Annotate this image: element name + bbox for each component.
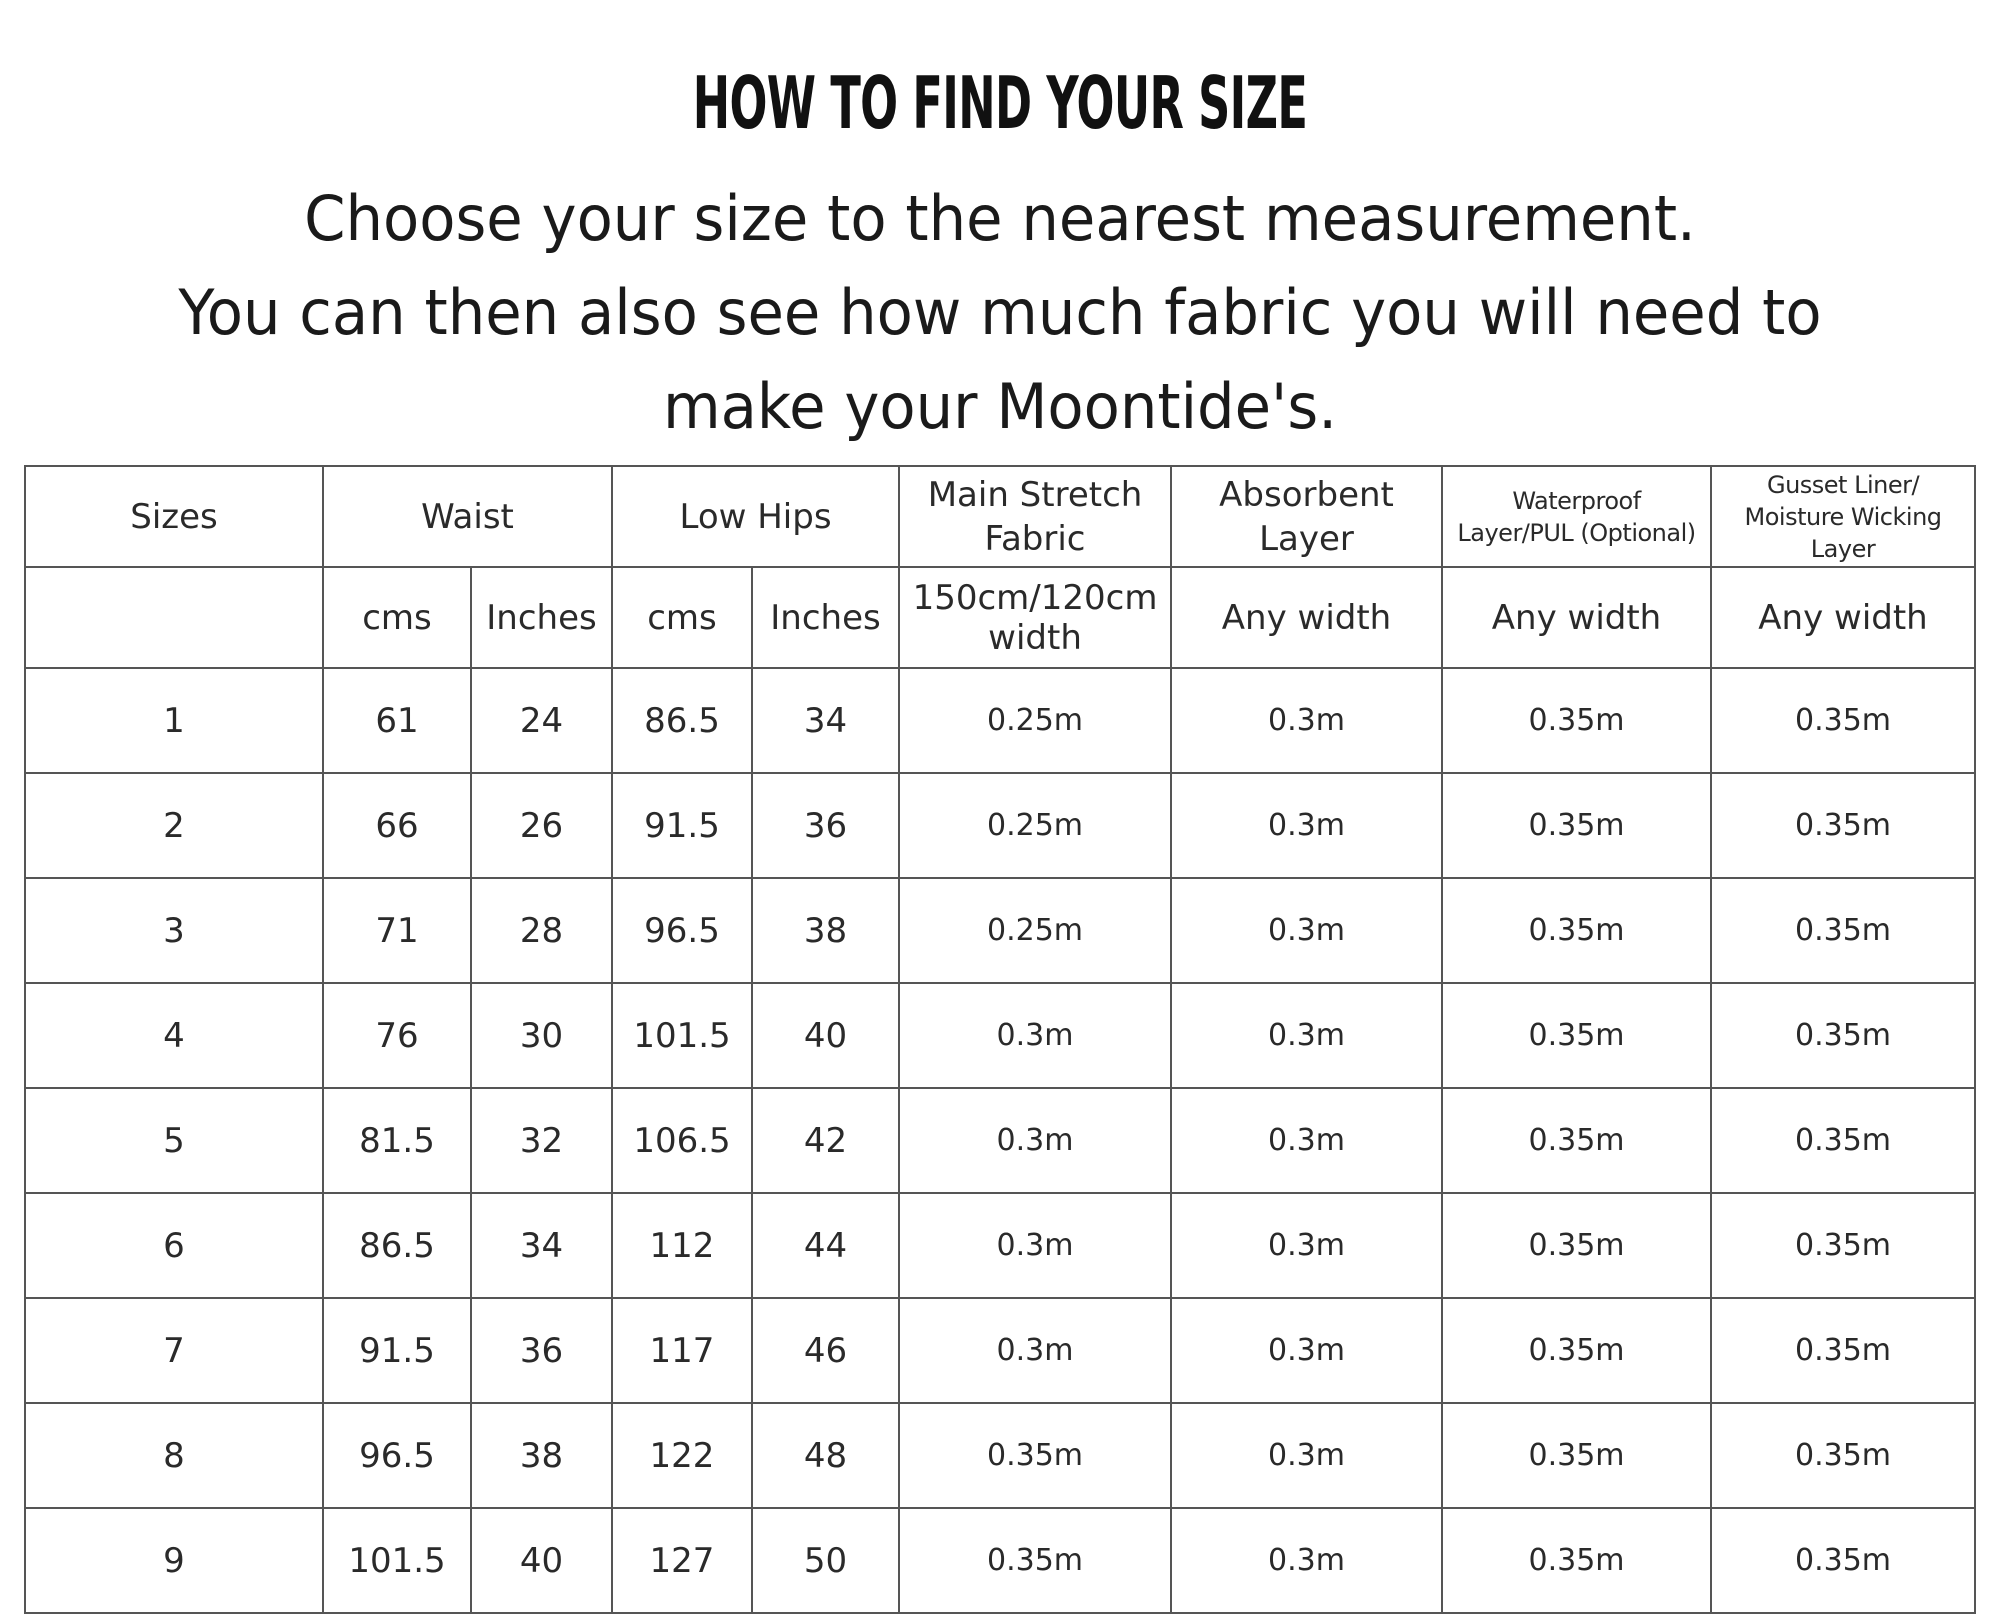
subheader-empty bbox=[25, 567, 323, 668]
cell-waist-inches: 26 bbox=[471, 773, 612, 878]
cell-size: 8 bbox=[25, 1403, 323, 1508]
cell-hips-inches: 36 bbox=[752, 773, 899, 878]
table-body bbox=[25, 668, 1975, 1613]
table-row bbox=[25, 983, 1975, 1088]
cell-absorbent: 0.3m bbox=[1171, 983, 1442, 1088]
table-row bbox=[25, 1508, 1975, 1613]
cell-size: 1 bbox=[25, 668, 323, 773]
cell-waist-cms: 66 bbox=[323, 773, 471, 878]
cell-waterproof: 0.35m bbox=[1442, 1508, 1711, 1613]
cell-hips-cms: 127 bbox=[612, 1508, 752, 1613]
cell-waterproof: 0.35m bbox=[1442, 878, 1711, 983]
cell-size: 5 bbox=[25, 1088, 323, 1193]
cell-main-fabric: 0.35m bbox=[899, 1403, 1171, 1508]
cell-gusset: 0.35m bbox=[1711, 668, 1975, 773]
cell-hips-inches: 40 bbox=[752, 983, 899, 1088]
cell-waist-inches: 38 bbox=[471, 1403, 612, 1508]
cell-gusset: 0.35m bbox=[1711, 983, 1975, 1088]
cell-hips-cms: 122 bbox=[612, 1403, 752, 1508]
header-main-stretch-fabric bbox=[899, 466, 1171, 567]
cell-hips-cms: 96.5 bbox=[612, 878, 752, 983]
cell-waist-inches: 34 bbox=[471, 1193, 612, 1298]
cell-size: 4 bbox=[25, 983, 323, 1088]
table-row bbox=[25, 773, 1975, 878]
cell-waist-inches: 36 bbox=[471, 1298, 612, 1403]
cell-hips-inches: 38 bbox=[752, 878, 899, 983]
header-sizes: Sizes bbox=[25, 466, 323, 567]
instructions-line-2: You can then also see how much fabric you will need to bbox=[178, 276, 1822, 349]
header-waterproof-line-1: Waterproof bbox=[1512, 486, 1641, 515]
cell-absorbent: 0.3m bbox=[1171, 1193, 1442, 1298]
subheader-main-width-line-2: width bbox=[988, 617, 1082, 658]
cell-main-fabric: 0.3m bbox=[899, 983, 1171, 1088]
cell-size: 6 bbox=[25, 1193, 323, 1298]
header-waterproof-layer bbox=[1442, 466, 1711, 567]
cell-size: 3 bbox=[25, 878, 323, 983]
cell-hips-cms: 101.5 bbox=[612, 983, 752, 1088]
subheader-main-width-line-1: 150cm/120cm bbox=[912, 577, 1158, 618]
cell-waist-cms: 86.5 bbox=[323, 1193, 471, 1298]
cell-size: 9 bbox=[25, 1508, 323, 1613]
table-row bbox=[25, 668, 1975, 773]
cell-gusset: 0.35m bbox=[1711, 1088, 1975, 1193]
cell-waterproof: 0.35m bbox=[1442, 983, 1711, 1088]
cell-absorbent: 0.3m bbox=[1171, 1508, 1442, 1613]
cell-main-fabric: 0.3m bbox=[899, 1088, 1171, 1193]
cell-waist-cms: 91.5 bbox=[323, 1298, 471, 1403]
table-row bbox=[25, 878, 1975, 983]
size-chart-table bbox=[24, 465, 1976, 1614]
header-waist: Waist bbox=[323, 466, 612, 567]
header-absorbent-line-2: Layer bbox=[1259, 518, 1354, 559]
cell-gusset: 0.35m bbox=[1711, 773, 1975, 878]
header-gusset-liner bbox=[1711, 466, 1975, 567]
cell-waist-inches: 24 bbox=[471, 668, 612, 773]
cell-hips-cms: 117 bbox=[612, 1298, 752, 1403]
cell-absorbent: 0.3m bbox=[1171, 668, 1442, 773]
cell-waist-cms: 101.5 bbox=[323, 1508, 471, 1613]
subheader-hips-cms: cms bbox=[612, 567, 752, 668]
cell-absorbent: 0.3m bbox=[1171, 773, 1442, 878]
table-row bbox=[25, 1403, 1975, 1508]
cell-absorbent: 0.3m bbox=[1171, 1298, 1442, 1403]
table-row bbox=[25, 1298, 1975, 1403]
cell-hips-inches: 46 bbox=[752, 1298, 899, 1403]
cell-size: 7 bbox=[25, 1298, 323, 1403]
subheader-waist-cms: cms bbox=[323, 567, 471, 668]
cell-main-fabric: 0.3m bbox=[899, 1298, 1171, 1403]
cell-hips-inches: 34 bbox=[752, 668, 899, 773]
cell-waist-inches: 40 bbox=[471, 1508, 612, 1613]
cell-main-fabric: 0.25m bbox=[899, 668, 1171, 773]
cell-waist-cms: 61 bbox=[323, 668, 471, 773]
cell-main-fabric: 0.35m bbox=[899, 1508, 1171, 1613]
cell-main-fabric: 0.3m bbox=[899, 1193, 1171, 1298]
cell-waterproof: 0.35m bbox=[1442, 1088, 1711, 1193]
table-row bbox=[25, 1193, 1975, 1298]
cell-hips-inches: 44 bbox=[752, 1193, 899, 1298]
cell-gusset: 0.35m bbox=[1711, 878, 1975, 983]
cell-waterproof: 0.35m bbox=[1442, 668, 1711, 773]
cell-waist-inches: 32 bbox=[471, 1088, 612, 1193]
subheader-waist-inches: Inches bbox=[471, 567, 612, 668]
cell-gusset: 0.35m bbox=[1711, 1403, 1975, 1508]
cell-waist-cms: 96.5 bbox=[323, 1403, 471, 1508]
cell-main-fabric: 0.25m bbox=[899, 878, 1171, 983]
cell-waterproof: 0.35m bbox=[1442, 1403, 1711, 1508]
cell-absorbent: 0.3m bbox=[1171, 1088, 1442, 1193]
cell-gusset: 0.35m bbox=[1711, 1193, 1975, 1298]
cell-waist-inches: 28 bbox=[471, 878, 612, 983]
subheader-gusset-width: Any width bbox=[1711, 567, 1975, 668]
header-main-stretch-line-2: Fabric bbox=[984, 518, 1086, 559]
subheader-absorbent-width: Any width bbox=[1171, 567, 1442, 668]
header-low-hips: Low Hips bbox=[612, 466, 899, 567]
page-title: HOW TO FIND YOUR SIZE bbox=[692, 61, 1308, 145]
subheader-main-width bbox=[899, 567, 1171, 668]
cell-hips-inches: 48 bbox=[752, 1403, 899, 1508]
cell-absorbent: 0.3m bbox=[1171, 1403, 1442, 1508]
cell-size: 2 bbox=[25, 773, 323, 878]
instructions-line-1: Choose your size to the nearest measurement. bbox=[304, 182, 1696, 255]
cell-hips-cms: 106.5 bbox=[612, 1088, 752, 1193]
subheader-hips-inches: Inches bbox=[752, 567, 899, 668]
cell-absorbent: 0.3m bbox=[1171, 878, 1442, 983]
header-absorbent-layer bbox=[1171, 466, 1442, 567]
cell-waist-cms: 71 bbox=[323, 878, 471, 983]
cell-hips-inches: 42 bbox=[752, 1088, 899, 1193]
cell-waterproof: 0.35m bbox=[1442, 1193, 1711, 1298]
cell-waist-cms: 81.5 bbox=[323, 1088, 471, 1193]
header-gusset-line-2: Moisture Wicking Layer bbox=[1744, 502, 1942, 563]
header-absorbent-line-1: Absorbent bbox=[1219, 474, 1394, 515]
cell-waist-cms: 76 bbox=[323, 983, 471, 1088]
table-header-row bbox=[25, 466, 1975, 567]
header-gusset-line-1: Gusset Liner/ bbox=[1766, 470, 1920, 499]
header-main-stretch-line-1: Main Stretch bbox=[927, 474, 1143, 515]
cell-hips-cms: 86.5 bbox=[612, 668, 752, 773]
cell-main-fabric: 0.25m bbox=[899, 773, 1171, 878]
cell-waist-inches: 30 bbox=[471, 983, 612, 1088]
cell-waterproof: 0.35m bbox=[1442, 773, 1711, 878]
instructions bbox=[0, 172, 2000, 454]
cell-hips-cms: 91.5 bbox=[612, 773, 752, 878]
cell-hips-cms: 112 bbox=[612, 1193, 752, 1298]
subheader-waterproof-width: Any width bbox=[1442, 567, 1711, 668]
header-waterproof-line-2: Layer/PUL (Optional) bbox=[1457, 518, 1696, 547]
table-row bbox=[25, 1088, 1975, 1193]
instructions-line-3: make your Moontide's. bbox=[662, 370, 1338, 443]
cell-gusset: 0.35m bbox=[1711, 1298, 1975, 1403]
cell-hips-inches: 50 bbox=[752, 1508, 899, 1613]
cell-waterproof: 0.35m bbox=[1442, 1298, 1711, 1403]
table-subheader-row bbox=[25, 567, 1975, 668]
cell-gusset: 0.35m bbox=[1711, 1508, 1975, 1613]
